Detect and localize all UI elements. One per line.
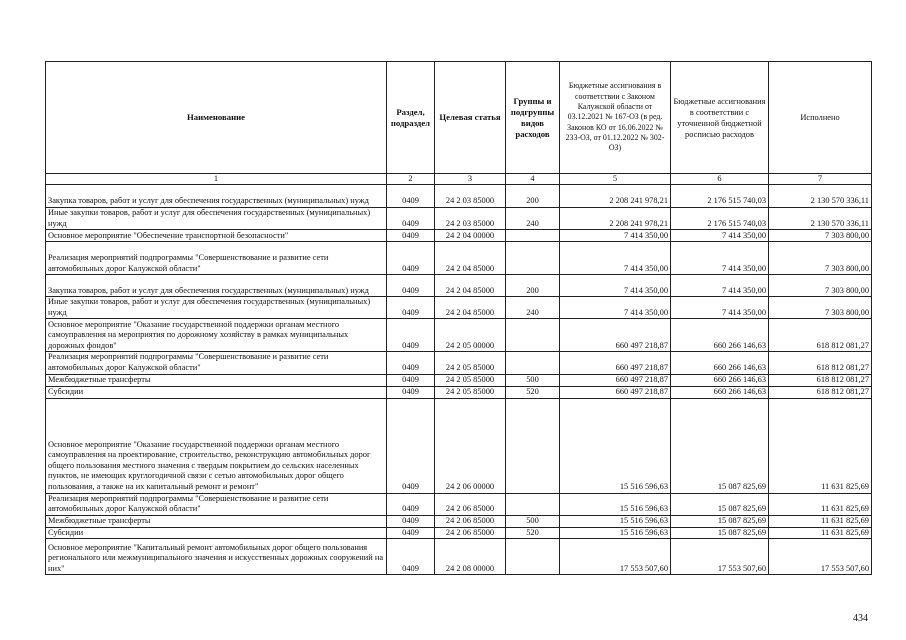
row-name-cell: Межбюджетные трансферты [46,374,387,386]
row-article-cell: 24 2 03 85000 [435,185,506,208]
row-executed-amount-cell: 11 631 825,69 [769,493,872,515]
row-plan-amount-cell: 7 414 350,00 [671,230,769,242]
header-row [46,62,872,174]
row-section-cell: 0409 [387,208,435,230]
row-group-cell [506,398,560,493]
row-executed-amount-cell: 7 303 800,00 [769,242,872,275]
row-name-cell: Основное мероприятие "Оказание государственной поддержки органам местного самоуправления на мероприятия по дорожному хозяйству в рамках муниципальных дорожных фондов" [46,319,387,352]
row-executed-amount-cell: 618 812 081,27 [769,352,872,374]
row-name-cell: Субсидии [46,527,387,539]
row-section-cell: 0409 [387,515,435,527]
header-article: Целевая статья [435,62,506,174]
row-plan-amount-cell: 2 176 515 740,03 [671,185,769,208]
row-section-cell: 0409 [387,319,435,352]
row-law-amount-cell: 7 414 350,00 [560,242,671,275]
row-name-cell: Основное мероприятие "Обеспечение транспортной безопасности" [46,230,387,242]
table-row [46,374,872,386]
table-row [46,493,872,515]
column-number: 2 [387,174,435,185]
row-executed-amount-cell: 7 303 800,00 [769,297,872,319]
row-law-amount-cell: 660 497 218,87 [560,386,671,398]
row-article-cell: 24 2 06 00000 [435,398,506,493]
row-group-cell [506,319,560,352]
row-executed-amount-cell: 2 130 570 336,11 [769,185,872,208]
row-article-cell: 24 2 04 00000 [435,230,506,242]
row-name-cell: Реализация мероприятий подпрограммы "Совершенствование и развитие сети автомобильных дорог Калужской области" [46,242,387,275]
row-section-cell: 0409 [387,230,435,242]
row-plan-amount-cell: 15 087 825,69 [671,493,769,515]
row-executed-amount-cell: 7 303 800,00 [769,275,872,297]
row-name-cell: Закупка товаров, работ и услуг для обеспечения государственных (муниципальных) нужд [46,185,387,208]
row-plan-amount-cell: 660 266 146,63 [671,374,769,386]
table-row [46,398,872,493]
row-section-cell: 0409 [387,275,435,297]
row-executed-amount-cell: 11 631 825,69 [769,527,872,539]
row-name-cell: Реализация мероприятий подпрограммы "Совершенствование и развитие сети автомобильных дорог Калужской области" [46,352,387,374]
row-plan-amount-cell: 660 266 146,63 [671,386,769,398]
row-name-cell: Основное мероприятие "Капитальный ремонт автомобильных дорог общего пользования регионального или межмуниципального значения и искусственных дорожных сооружений на них" [46,539,387,575]
table-row [46,527,872,539]
row-group-cell [506,230,560,242]
row-article-cell: 24 2 08 00000 [435,539,506,575]
table-row [46,515,872,527]
row-article-cell: 24 2 03 85000 [435,208,506,230]
row-section-cell: 0409 [387,242,435,275]
table-row [46,230,872,242]
row-article-cell: 24 2 06 85000 [435,493,506,515]
row-law-amount-cell: 7 414 350,00 [560,275,671,297]
row-group-cell: 500 [506,515,560,527]
row-executed-amount-cell: 11 631 825,69 [769,515,872,527]
row-article-cell: 24 2 06 85000 [435,515,506,527]
row-law-amount-cell: 15 516 596,63 [560,515,671,527]
row-name-cell: Иные закупки товаров, работ и услуг для обеспечения государственных (муниципальных) нужд [46,297,387,319]
table-row [46,275,872,297]
page-number: 434 [853,613,868,624]
row-plan-amount-cell: 15 087 825,69 [671,527,769,539]
header-law-allocations: Бюджетные ассигнования в соответствии с Законом Калужской области от 03.12.2021 № 167-ОЗ (в ред. Законов КО от 16.06.2022 № 233-ОЗ, от 01.12.2022 № 302-ОЗ) [560,62,671,174]
row-article-cell: 24 2 04 85000 [435,242,506,275]
row-plan-amount-cell: 15 087 825,69 [671,398,769,493]
row-law-amount-cell: 660 497 218,87 [560,319,671,352]
row-plan-amount-cell: 660 266 146,63 [671,352,769,374]
row-section-cell: 0409 [387,374,435,386]
header-name: Наименование [46,62,387,174]
row-law-amount-cell: 7 414 350,00 [560,297,671,319]
row-law-amount-cell: 7 414 350,00 [560,230,671,242]
row-law-amount-cell: 15 516 596,63 [560,398,671,493]
row-section-cell: 0409 [387,352,435,374]
row-law-amount-cell: 2 208 241 978,21 [560,208,671,230]
row-article-cell: 24 2 06 85000 [435,527,506,539]
column-number: 4 [506,174,560,185]
row-plan-amount-cell: 660 266 146,63 [671,319,769,352]
row-section-cell: 0409 [387,539,435,575]
row-section-cell: 0409 [387,493,435,515]
row-executed-amount-cell: 7 303 800,00 [769,230,872,242]
row-executed-amount-cell: 618 812 081,27 [769,319,872,352]
row-plan-amount-cell: 2 176 515 740,03 [671,208,769,230]
row-article-cell: 24 2 04 85000 [435,275,506,297]
row-section-cell: 0409 [387,297,435,319]
row-group-cell [506,242,560,275]
row-group-cell [506,493,560,515]
row-executed-amount-cell: 618 812 081,27 [769,386,872,398]
row-executed-amount-cell: 618 812 081,27 [769,374,872,386]
row-article-cell: 24 2 05 00000 [435,319,506,352]
row-article-cell: 24 2 05 85000 [435,386,506,398]
row-law-amount-cell: 15 516 596,63 [560,527,671,539]
row-name-cell: Межбюджетные трансферты [46,515,387,527]
table-row [46,319,872,352]
column-number: 1 [46,174,387,185]
row-group-cell [506,352,560,374]
row-article-cell: 24 2 05 85000 [435,352,506,374]
row-group-cell: 520 [506,527,560,539]
row-plan-amount-cell: 7 414 350,00 [671,242,769,275]
row-plan-amount-cell: 15 087 825,69 [671,515,769,527]
row-article-cell: 24 2 04 85000 [435,297,506,319]
column-number-row [46,174,872,185]
row-plan-amount-cell: 7 414 350,00 [671,297,769,319]
row-law-amount-cell: 660 497 218,87 [560,352,671,374]
row-section-cell: 0409 [387,386,435,398]
row-section-cell: 0409 [387,398,435,493]
row-law-amount-cell: 660 497 218,87 [560,374,671,386]
row-group-cell: 200 [506,185,560,208]
row-name-cell: Закупка товаров, работ и услуг для обеспечения государственных (муниципальных) нужд [46,275,387,297]
table-row [46,208,872,230]
row-group-cell [506,539,560,575]
row-law-amount-cell: 15 516 596,63 [560,493,671,515]
row-law-amount-cell: 17 553 507,60 [560,539,671,575]
column-number: 7 [769,174,872,185]
header-expense-group: Группы и подгруппы видов расходов [506,62,560,174]
row-name-cell: Реализация мероприятий подпрограммы "Совершенствование и развитие сети автомобильных дорог Калужской области" [46,493,387,515]
row-executed-amount-cell: 2 130 570 336,11 [769,208,872,230]
row-name-cell: Иные закупки товаров, работ и услуг для обеспечения государственных (муниципальных) нужд [46,208,387,230]
header-refined-allocations: Бюджетные ассигнования в соответствии с уточненной бюджетной росписью расходов [671,62,769,174]
table-row [46,352,872,374]
column-number: 6 [671,174,769,185]
row-name-cell: Основное мероприятие "Оказание государственной поддержки органам местного самоуправления на проектирование, строительство, реконструкцию автомобильных дорог общего пользования местного значения с твердым покрытием до сельских населенных пунктов, не имеющих круглогодичной связи с сетью автомобильных дорог общего пользования, а также на их капитальный ремонт и ремонт" [46,398,387,493]
row-law-amount-cell: 2 208 241 978,21 [560,185,671,208]
table-row [46,297,872,319]
row-group-cell: 200 [506,275,560,297]
column-number: 3 [435,174,506,185]
row-group-cell: 240 [506,208,560,230]
row-section-cell: 0409 [387,527,435,539]
budget-table [45,61,872,575]
row-plan-amount-cell: 7 414 350,00 [671,275,769,297]
row-plan-amount-cell: 17 553 507,60 [671,539,769,575]
table-row [46,185,872,208]
table-row [46,242,872,275]
row-group-cell: 240 [506,297,560,319]
header-executed: Исполнено [769,62,872,174]
row-executed-amount-cell: 11 631 825,69 [769,398,872,493]
header-section: Раздел, подраздел [387,62,435,174]
table-row [46,386,872,398]
row-section-cell: 0409 [387,185,435,208]
row-group-cell: 520 [506,386,560,398]
table-row [46,539,872,575]
row-executed-amount-cell: 17 553 507,60 [769,539,872,575]
column-number: 5 [560,174,671,185]
row-name-cell: Субсидии [46,386,387,398]
row-article-cell: 24 2 05 85000 [435,374,506,386]
row-group-cell: 500 [506,374,560,386]
